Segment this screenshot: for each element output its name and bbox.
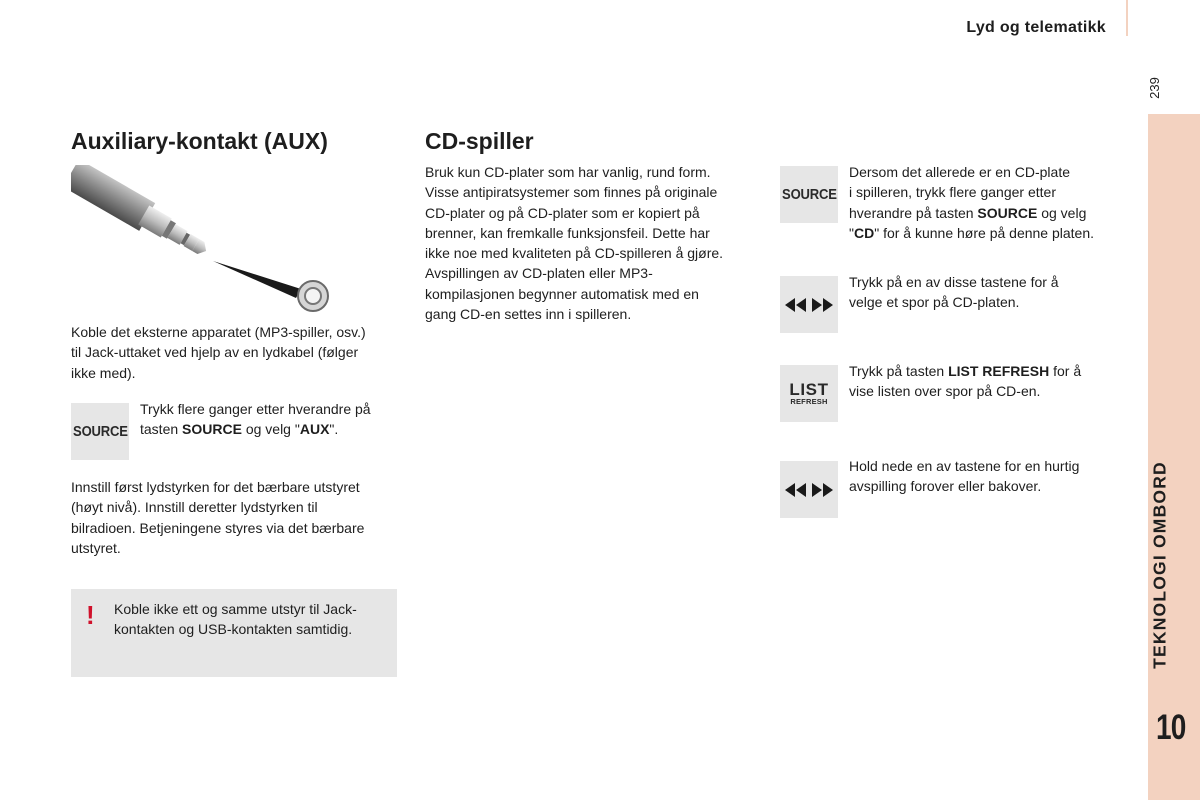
exclamation-icon: !	[86, 600, 95, 630]
aux-volume-text: Innstill først lydstyrken for det bærbare utstyret (høyt nivå). Innstill deretter lydstyrken til bilradioen. Betjeningene styres via det bærbare utstyret.	[71, 479, 365, 556]
aux-source-instruction: Trykk flere ganger etter hverandre på tasten SOURCE og velg "AUX".	[140, 401, 371, 438]
fast-seek-text: Hold nede en av tastene for en hurtig avspilling forover eller bakover.	[849, 458, 1080, 495]
aux-heading: Auxiliary-kontakt (AUX)	[71, 128, 328, 154]
audio-jack-plug-icon	[71, 165, 333, 315]
cd-body-text: Bruk kun CD-plater som har vanlig, rund form. Visse antipiratsystemer som finnes på originale CD-plater og på CD-plater som er kopiert på brenner, kan fremkalle funksjonsfeil. Dette har ikke noe med kvaliteten på CD-spilleren å gjøre. Avspillingen av CD-platen eller MP3- kompilasjonen begynner automatisk med en gang CD-en settes inn i spilleren.	[425, 164, 724, 323]
track-select-text: Trykk på en av disse tastene for å velge et spor på CD-platen.	[849, 274, 1059, 311]
header-divider	[1126, 0, 1128, 36]
chapter-number: 10	[1156, 708, 1186, 747]
list-refresh-text: Trykk på tasten LIST REFRESH for å vise listen over spor på CD-en.	[849, 363, 1082, 400]
aux-intro: Koble det eksterne apparatet (MP3-spiller, osv.) til Jack-uttaket ved hjelp av en lydkabel (følger ikke med).	[71, 324, 366, 381]
track-select-buttons	[780, 276, 838, 333]
warning-text: Koble ikke ett og samme utstyr til Jack- kontakten og USB-kontakten samtidig.	[114, 601, 357, 638]
section-title: Lyd og telematikk	[966, 19, 1106, 36]
seek-arrows-icon	[783, 297, 835, 313]
list-refresh-button: LIST REFRESH	[780, 365, 838, 422]
source-button: SOURCE	[71, 403, 129, 460]
cd-heading: CD-spiller	[425, 128, 534, 154]
cd-source-button: SOURCE	[780, 166, 838, 223]
seek-arrows-icon	[783, 482, 835, 498]
chapter-label: TEKNOLOGI OMBORD	[1149, 461, 1170, 669]
fast-seek-buttons	[780, 461, 838, 518]
cd-source-instruction: Dersom det allerede er en CD-plate i spilleren, trykk flere ganger etter hverandre på tasten SOURCE og velg "CD" for å kunne høre på denne platen.	[849, 164, 1095, 241]
page-number: 239	[1147, 77, 1162, 99]
